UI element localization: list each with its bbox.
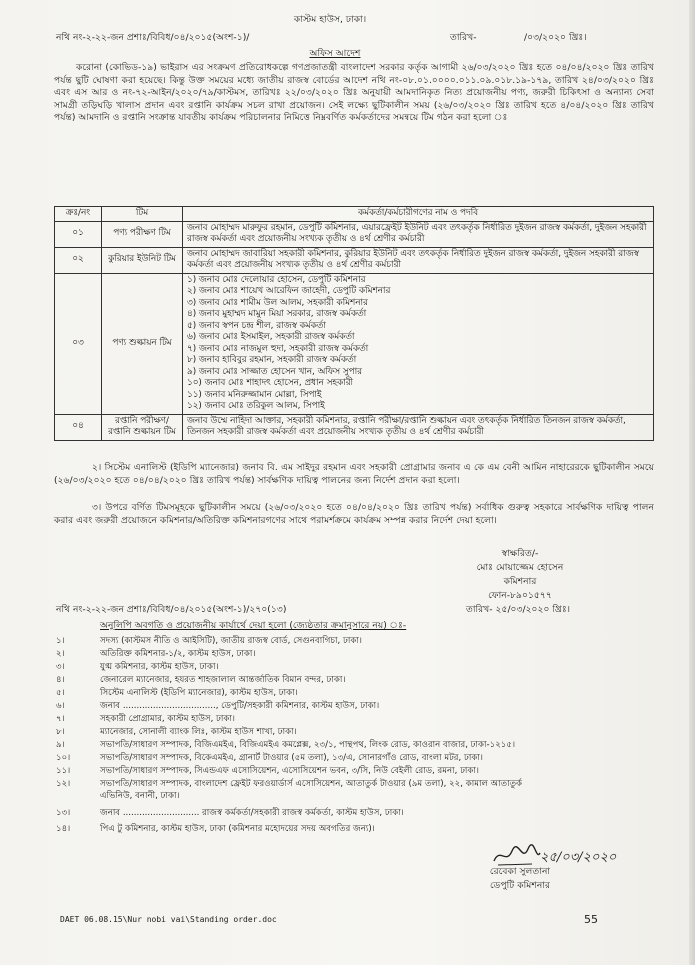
item-number: ১০।	[56, 753, 71, 763]
item-text: সিস্টেম এনালিস্ট (ইডিপি ম্যানেজার), কাস্টম হাউস, ঢাকা।	[100, 688, 298, 698]
list-item: ২) জনাব মোঃ শায়েখ আরেফিন জাহেদী, ডেপুটি কমিশনার	[187, 286, 391, 296]
page-number: 55	[584, 913, 598, 926]
list-item: ৯) জনাব মোঃ সাজ্জাত হোসেন খান, অফিস সুপার	[187, 366, 362, 377]
item-number: ১৪।	[56, 824, 71, 834]
row-members: জনাব মোহাম্মদ জাবারিয়া সহকারী কমিশনার, কুরিয়ার ইউনিট এবং তৎকর্তৃক নির্ধারিত দুইজন রাজস্ব কর্মকর্তা, দুইজন সহকারী রাজস্ব কর্মকর্তা এবং প্রয়োজনীয় সংখ্যক তৃতীয় ও ৪র্থ শ্রেণীর কর্মচারী	[183, 247, 654, 273]
signatory2-name: রেবেকা সুলতানা	[489, 866, 551, 877]
scan-edge	[689, 0, 695, 965]
item-number: ১১।	[56, 766, 71, 776]
item-text: সহকারী প্রোগ্রামার, কাস্টম হাউস, ঢাকা।	[100, 714, 235, 724]
item-text: সভাপতি/সাধারণ সম্পাদক, বিজিএমইএ, বিজিএমইএ কমপ্লেক্স, ২৩/১, পান্থপথ, লিংক রোড, কাওরান বাজার, ঢাকা-১২১৫।	[100, 740, 516, 750]
item-text: সদস্য (কাস্টমস নীতি ও আইসিটি), জাতীয় রাজস্ব বোর্ড, সেগুনবাগিচা, ঢাকা।	[100, 636, 362, 646]
signatory-name: মোঃ মোয়াজ্জেম হোসেন	[476, 562, 564, 573]
header-team: টিম	[102, 207, 183, 222]
item-number: ১৩।	[56, 808, 71, 818]
list-item: ১১) জনাব মনিরুজ্জামান মোল্লা, সিপাই	[187, 389, 322, 400]
paragraph-2: ২। সিস্টেম এনালিস্ট (ইডিপি ম্যানেজার) জনাব বি. এম সাইদুর রহমান এবং সহকারী প্রোগ্রামার জনাব এ কে এম বেনী আমিন নাহারেরকে ছুটিকালীন সময়ে (২৬/০৩/২০২০ হতে ০৪/০৪/২০২০ খ্রিঃ তারিখ পর্যন্ত) সার্বক্ষণিক দায়িত্ব পালনের জন্য নির্দেশ প্রদান করা হলো।	[54, 462, 654, 486]
item-text: যুগ্ম কমিশনার, কাস্টম হাউস, ঢাকা।	[100, 662, 219, 672]
office-header: কাস্টম হাউস, ঢাকা।	[293, 14, 367, 25]
signatory2-designation: ডেপুটি কমিশনার	[489, 880, 551, 891]
item-text: এভিনিউ, বনানী, ঢাকা।	[100, 791, 180, 801]
item-text: অতিরিক্ত কমিশনার-১/২, কাস্টম হাউস, ঢাকা।	[100, 649, 256, 659]
copy-list	[56, 636, 656, 836]
intro-paragraph: করোনা (কোভিড-১৯) ভাইরাস এর সংক্রমণ প্রতিরোধকল্পে গণপ্রজাতন্ত্রী বাংলাদেশ সরকার কর্তৃক আগামী ২৬/০৩/২০২০ খ্রিঃ হতে ০৪/০৪/২০২০ খ্রিঃ তারিখ পর্যন্ত ছুটি ঘোষণা করা হয়েছে। কিন্তু উক্ত সময়ের মধ্যে জাতীয় রাজস্ব বোর্ডের আদেশ নথি নং-০৮.০১.০০০০.০১১.০৯.০১৮.১৯-১৭৯, তারিখ ২৪/০৩/২০২০ খ্রিঃ এবং এস আর ও নং-৭২-আইন/২০২০/৭৯/কাস্টমস, তারিখঃ ২২/০৩/২০২০ খ্রিঃ অনুযায়ী আমদানিকৃত নিত্য প্রয়োজনীয় পণ্য, জরুরী চিকিৎসা ও অন্যান্য সেবা সামগ্রী তড়িঘড়ি খালাস প্রদান এবং রপ্তানি কার্যক্রম সচল রাখা প্রয়োজন। সেই লক্ষ্যে ছুটিকালীন সময় (২৬/০৩/২০২০ খ্রিঃ তারিখ হতে ৪/০৪/২০২০ খ্রিঃ তারিখ পর্যন্ত) আমদানি ও রপ্তানি সংক্রান্ত যাবতীয় কার্যক্রম পরিচালনার নিমিত্তে নিম্নবর্ণিত কর্মকর্তাদের সমন্বয়ে টিম গঠন করা হলো ঃ	[54, 62, 654, 123]
list-item: ৭) জনাব মোঃ নাজমুল হুদা, সহকারী রাজস্ব কর্মকর্তা	[187, 343, 369, 354]
list-item: ৬) জনাব মোঃ ইসমাইল, সহকারী রাজস্ব কর্মকর্তা	[187, 332, 355, 342]
copy-memo-number: নথি নং-২-২২-জন প্রশাঃ/বিবিধ/০৪/২০১৫(অংশ-১)/২৭০(১৩)	[56, 604, 287, 615]
row-team: রপ্তানি পরীক্ষণ/রপ্তানি শুল্কায়ন টিম	[102, 414, 183, 440]
item-number: ১।	[56, 636, 65, 646]
item-text: সভাপতি/সাধারণ সম্পাদক, বাংলাদেশ ফ্রেইট ফরওয়ার্ডার্স এসোসিয়েশন, আতাতুর্ক টাওয়ার (৯ম তলা), ২২, কামাল আতাতুর্ক	[100, 779, 523, 789]
item-text: ম্যানেজার, সোনালী ব্যাংক লিঃ, কাস্টম হাউস শাখা, ঢাকা।	[100, 727, 297, 737]
row-team: পণ্য পরীক্ষণ টিম	[102, 221, 183, 247]
list-item: ৪) জনাব মুহাম্মদ মামুন মিয়া সরকার, রাজস্ব কর্মকর্তা	[187, 309, 367, 319]
item-number: ৬।	[56, 701, 65, 711]
copy-heading: অনুলিপি অবগতি ও প্রয়োজনীয় কার্যার্থে দেয়া হলো (জ্যেষ্ঠতার ক্রমানুসারে নয়) ঃ-	[100, 620, 407, 631]
row-members-list	[183, 273, 654, 414]
item-number: ৫।	[56, 688, 65, 698]
header-members: কর্মকর্তা/কর্মচারীগণের নাম ও পদবি	[183, 207, 654, 222]
row-serial: ০২	[55, 247, 102, 273]
item-text: সভাপতি/সাধারণ সম্পাদক, সিএন্ডএফ এসোসিয়েশন, এসোসিয়েশন ভবন, ৩/সি, নিউ বেইলী রোড, রমনা, ঢাকা।	[100, 766, 480, 776]
row-team: পণ্য শুল্কায়ন টিম	[102, 273, 183, 414]
item-number: ৮।	[56, 727, 65, 737]
list-item: ৫) জনাব স্বপন চন্দ্র শীল, রাজস্ব কর্মকর্তা	[187, 320, 326, 331]
list-item: ১২) জনাব মোঃ তরিকুল আলম, সিপাই	[187, 401, 325, 411]
row-team: কুরিয়ার ইউনিট টিম	[102, 247, 183, 273]
row-members: জনাব মোহাম্মদ মারুফুর রহমান, ডেপুটি কমিশনার, এয়ারফ্রেইট ইউনিট এবং তৎকর্তৃক নির্ধারিত দুইজন রাজস্ব কর্মকর্তা, দুইজন সহকারী রাজস্ব কর্মকর্তা এবং প্রয়োজনীয় সংখ্যক তৃতীয় ও ৪র্থ শ্রেণীর কর্মচারী	[183, 221, 654, 247]
teams-table	[54, 206, 654, 441]
row-members: জনাব উম্মে নাহিদা আক্তার, সহকারী কমিশনার, রপ্তানি পরীক্ষা/রপ্তানি শুল্কায়ন এবং তৎকর্তৃক নির্ধারিত তিনজন রাজস্ব কর্মকর্তা, তিনজন সহকারী রাজস্ব কর্মকর্তা এবং প্রয়োজনীয় সংখ্যক তৃতীয় ও ৪র্থ শ্রেণীর কর্মচারী	[183, 414, 654, 440]
item-number: ২।	[56, 649, 65, 659]
item-number: ৩।	[56, 662, 65, 672]
list-item: ১০) জনাব মোঃ শাহাদৎ হোসেন, প্রধান সহকারী	[187, 378, 354, 388]
signatory-phone: ফোন-৮৯০১৫৭৭	[488, 590, 552, 601]
item-text: জনাব ............................ রাজস্ব কর্মকর্তা/সহকারী রাজস্ব কর্মকর্তা, কাস্টম হাউস, ঢাকা।	[100, 808, 404, 818]
list-item: ৮) জনাব হাবিবুর রহমান, সহকারী রাজস্ব কর্মকর্তা	[187, 355, 357, 365]
header-serial: ক্রঃ/নং	[55, 207, 102, 222]
item-text: জনাব .................................., ডেপুটি/সহকারী কমিশনার, কাস্টম হাউস, ঢাকা।	[100, 701, 380, 711]
item-text: পিএ টু কমিশনার, কাস্টম হাউস, ঢাকা (কমিশনার মহোদয়ের সদয় অবগতির জন্য)।	[100, 824, 375, 834]
list-item: ১) জনাব মোঃ দেলোয়ার হোসেন, ডেপুটি কমিশনার	[187, 274, 366, 285]
item-text: জেনারেল ম্যানেজার, হযরত শাহজালাল আন্তর্জাতিক বিমান বন্দর, ঢাকা।	[100, 675, 346, 685]
table-row	[55, 273, 654, 414]
handwritten-date: ২৫/০৩/২০২০	[540, 850, 617, 865]
signed-mark: স্বাক্ষরিত/-	[501, 548, 539, 559]
item-text: সভাপতি/সাধারণ সম্পাদক, বিকেএমইএ, গ্রানার্ট টাওয়ার (৫ম তলা), ১৩/এ, সোনারগাঁও রোড, বাংলা মটর, ঢাকা।	[100, 753, 483, 763]
signature-date: তারিখ- ২৫/০৩/২০২০ খ্রিঃ।	[466, 604, 571, 615]
table-header-row	[55, 207, 654, 222]
table-row	[55, 221, 654, 247]
item-number: ১২।	[56, 779, 71, 789]
order-title: অফিস আদেশ	[309, 48, 361, 59]
list-item: ৩) জনাব মোঃ শামীম উল আলম, সহকারী কমিশনার	[187, 297, 368, 308]
footer-file-path: DAET 06.08.15\Nur nobi vai\Standing order.doc	[60, 915, 277, 924]
table-row	[55, 414, 654, 440]
row-serial: ০১	[55, 221, 102, 247]
paragraph-3: ৩। উপরে বর্ণিত টিমসমূহকে ছুটিকালীন সময়ে (২৬/০৩/২০২০ হতে ০৪/০৪/২০২০ খ্রিঃ তারিখ পর্যন্ত) সর্বাধিক গুরুত্ব সহকারে সার্বক্ষণিক দায়িত্ব পালন করার এবং জরুরী প্রয়োজনে কমিশনার/অতিরিক্ত কমিশনারগণের সাথে পরামর্শক্রমে কার্যক্রম সম্পন্ন করার নির্দেশ দেয়া হলো।	[54, 502, 654, 526]
item-number: ৪।	[56, 675, 65, 685]
date-label: তারিখ-	[450, 32, 477, 43]
table-row	[55, 247, 654, 273]
memo-number: নথি নং-২-২২-জন প্রশাঃ/বিবিধ/০৪/২০১৫(অংশ-১)/	[56, 32, 250, 43]
signatory-designation: কমিশনার	[503, 576, 537, 587]
row-serial: ০৪	[55, 414, 102, 440]
item-number: ৭।	[56, 714, 65, 724]
date-value: /০৩/২০২০ খ্রিঃ।	[524, 32, 587, 43]
row-serial: ০৩	[55, 273, 102, 414]
item-number: ৯।	[56, 740, 65, 750]
